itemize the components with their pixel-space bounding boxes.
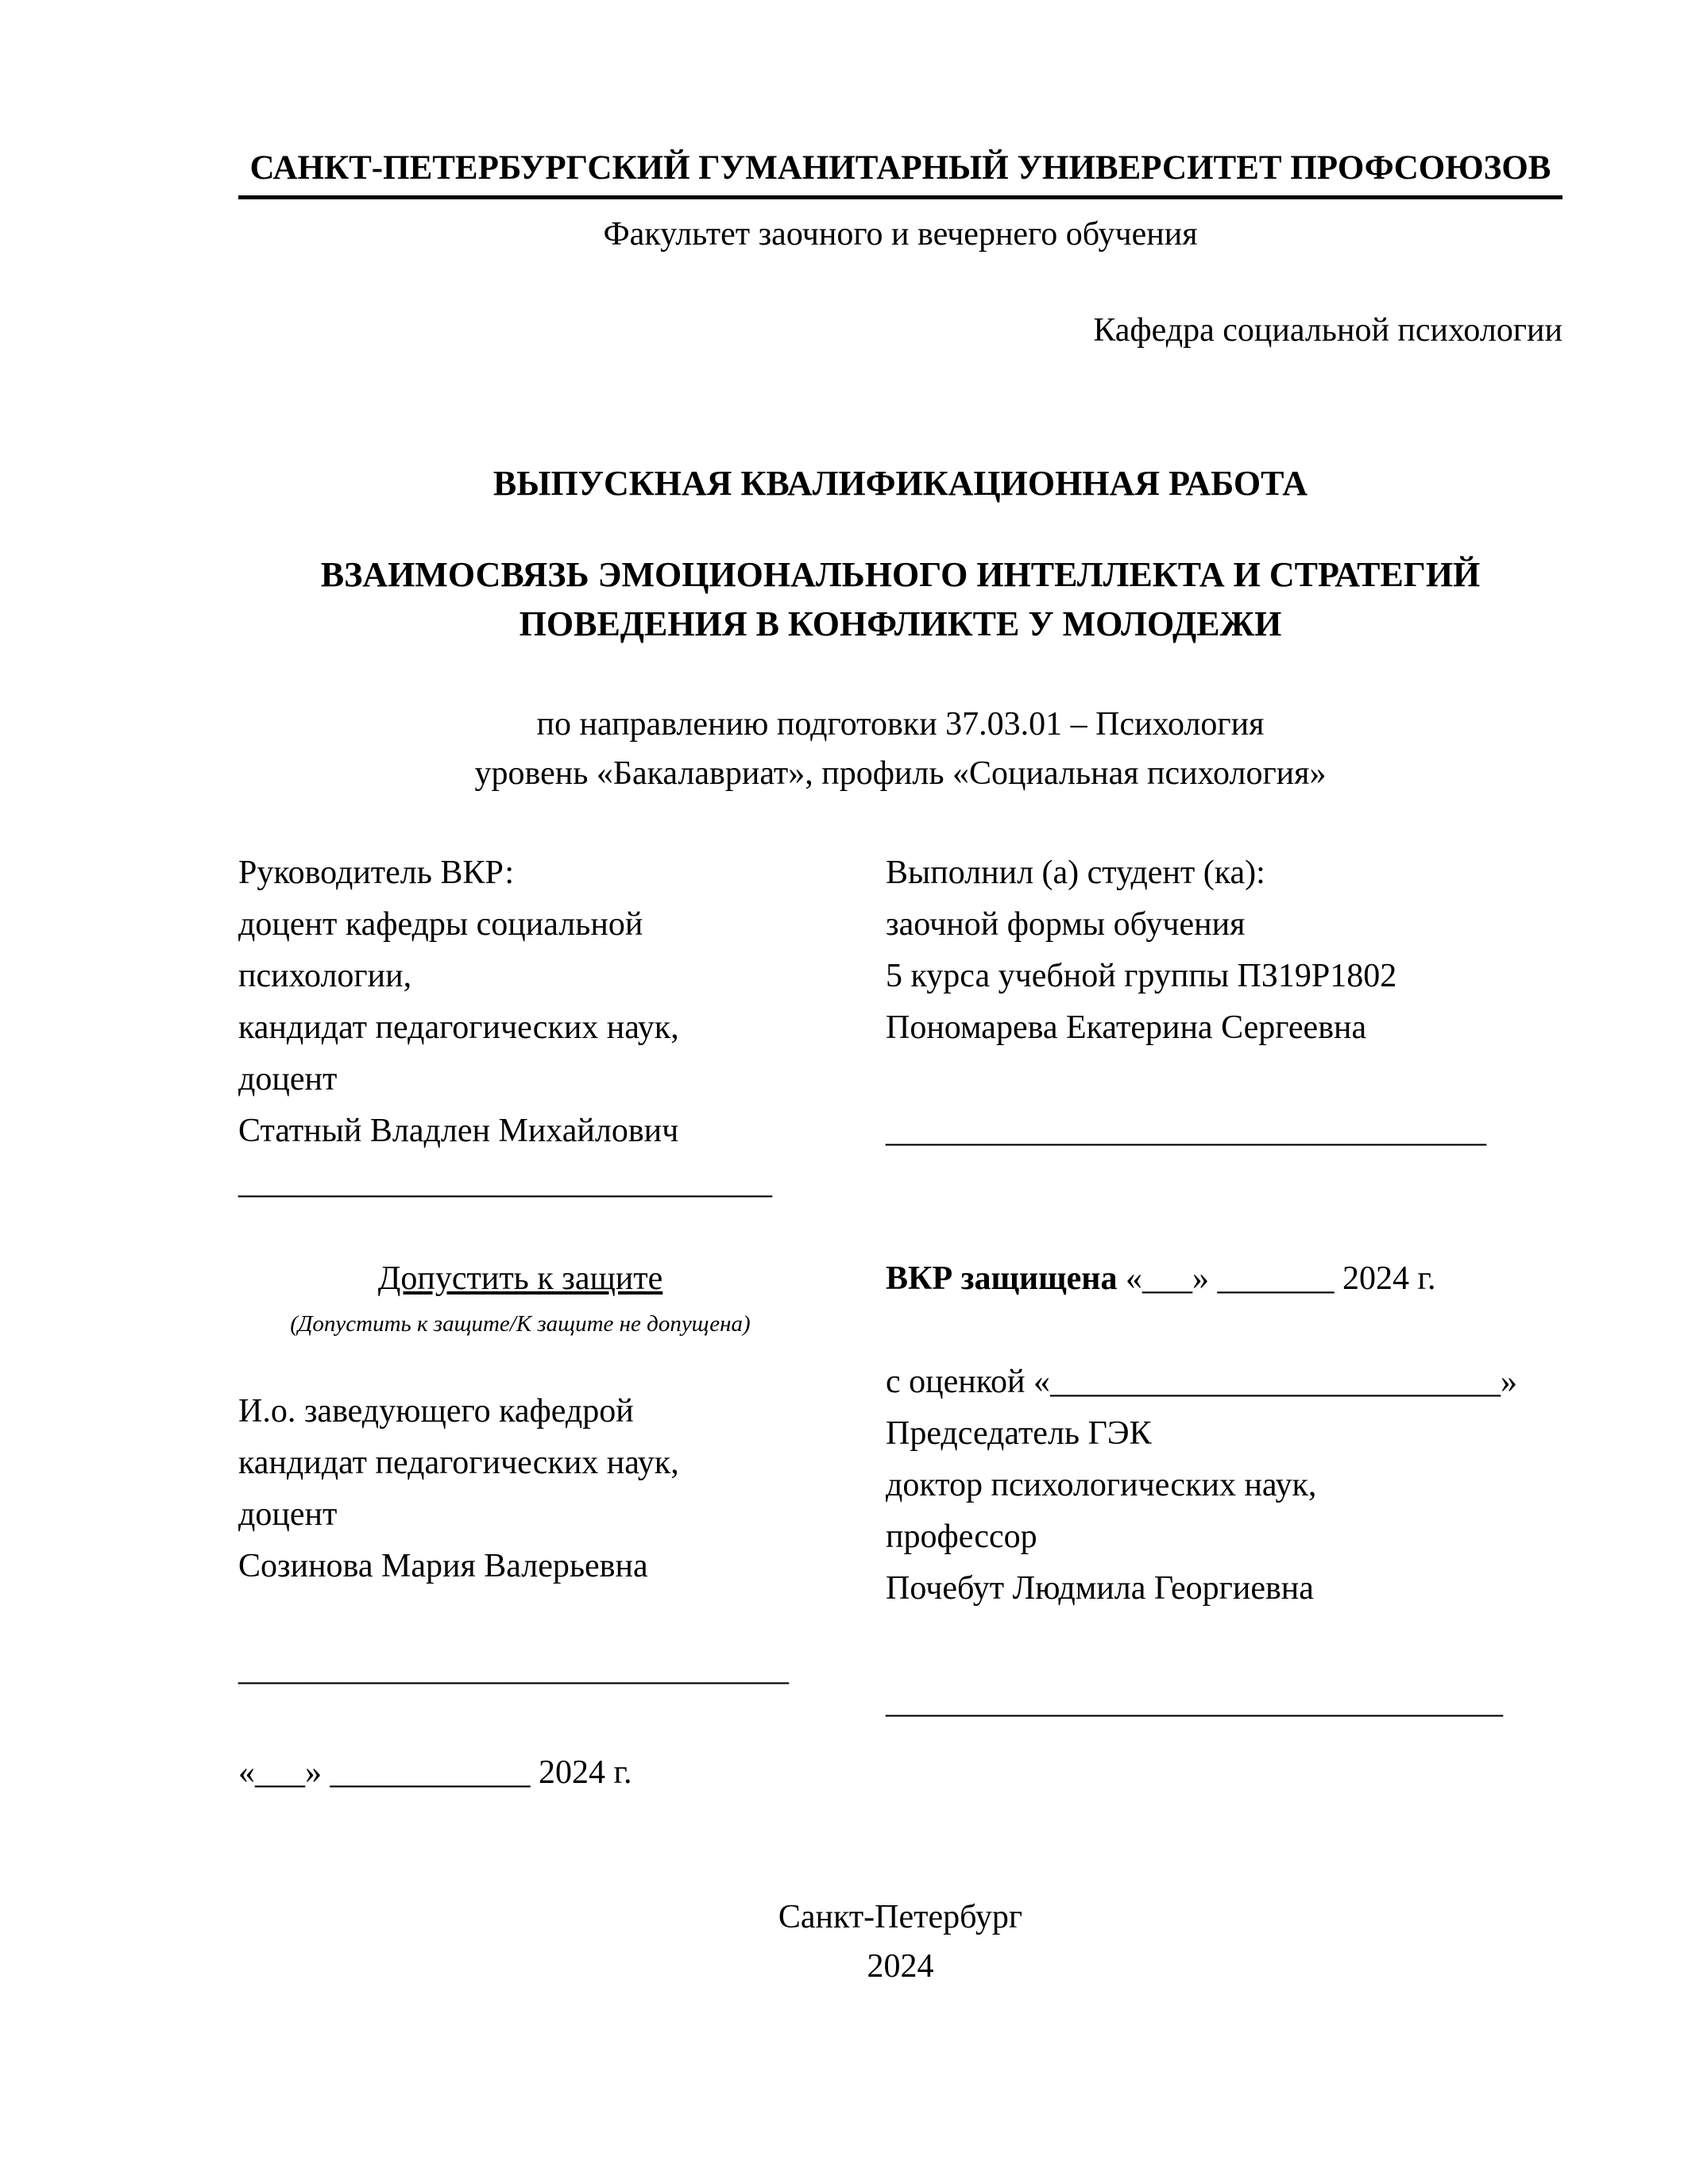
- department-line: Кафедра социальной психологии: [1093, 312, 1562, 349]
- student-block: [886, 847, 1562, 1157]
- supervisor-position-line2: психологии,: [238, 958, 412, 994]
- chair-degree-line: доктор психологических наук,: [886, 1467, 1317, 1503]
- thesis-title: [238, 550, 1562, 649]
- grade-line: с оценкой «___________________________»: [886, 1364, 1517, 1400]
- signatories-section: [238, 847, 1562, 1209]
- chair-title-line: профессор: [886, 1518, 1037, 1555]
- student-group-line: 5 курса учебной группы ПЗ19Р1802: [886, 958, 1397, 994]
- official-title-line: доцент: [238, 1496, 338, 1533]
- supervisor-block: [238, 847, 802, 1209]
- defense-status-rest: «___» _______ 2024 г.: [1117, 1260, 1436, 1297]
- footer: [238, 1893, 1562, 1991]
- student-signature-line: ____________________________________: [886, 1113, 1486, 1149]
- supervisor-label: Руководитель ВКР:: [238, 855, 515, 891]
- direction-line: по направлению подготовки 37.03.01 – Психология: [536, 706, 1265, 743]
- defense-status-line: [886, 1253, 1562, 1305]
- official-role-line: И.о. заведующего кафедрой: [238, 1393, 634, 1430]
- work-type-heading: ВЫПУСКНАЯ КВАЛИФИКАЦИОННАЯ РАБОТА: [492, 464, 1308, 503]
- document-header: [238, 148, 1562, 199]
- defense-block: [886, 1253, 1562, 1728]
- chair-name: Почебут Людмила Георгиевна: [886, 1570, 1314, 1607]
- supervisor-signature-line: ________________________________: [238, 1164, 772, 1201]
- student-name: Пономарева Екатерина Сергеевна: [886, 1009, 1367, 1046]
- defense-signature-line: _____________________________________: [886, 1684, 1503, 1720]
- faculty-line: Факультет заочного и вечернего обучения: [603, 216, 1198, 253]
- official-name: Созинова Мария Валерьевна: [238, 1548, 648, 1584]
- admission-heading: Допустить к защите: [377, 1260, 663, 1297]
- approval-section: [238, 1253, 1562, 1799]
- level-line: уровень «Бакалавриат», профиль «Социальная психология»: [474, 755, 1327, 792]
- supervisor-degree-line: кандидат педагогических наук,: [238, 1009, 679, 1046]
- supervisor-name: Статный Владлен Михайлович: [238, 1113, 679, 1149]
- chair-role-line: Председатель ГЭК: [886, 1415, 1152, 1452]
- admission-signature-line: _________________________________: [238, 1651, 789, 1688]
- supervisor-title-line: доцент: [238, 1061, 338, 1098]
- program-info: [238, 700, 1562, 798]
- official-degree-line: кандидат педагогических наук,: [238, 1445, 679, 1481]
- thesis-title-line1: ВЗАИМОСВЯЗЬ ЭМОЦИОНАЛЬНОГО ИНТЕЛЛЕКТА И СТРАТЕГИЙ: [320, 555, 1481, 594]
- footer-city: Санкт-Петербург: [778, 1899, 1023, 1935]
- defense-status-label: ВКР защищена: [886, 1260, 1118, 1297]
- admission-note: (Допустить к защите/К защите не допущена): [290, 1311, 751, 1337]
- supervisor-position-line1: доцент кафедры социальной: [238, 906, 643, 943]
- footer-year: 2024: [867, 1948, 934, 1985]
- student-form-line: заочной формы обучения: [886, 906, 1246, 943]
- admission-official: [238, 1386, 802, 1592]
- student-label: Выполнил (а) студент (ка):: [886, 855, 1265, 891]
- admission-block: [238, 1253, 802, 1799]
- thesis-title-line2: ПОВЕДЕНИЯ В КОНФЛИКТЕ У МОЛОДЕЖИ: [519, 604, 1282, 643]
- university-name: САНКТ-ПЕТЕРБУРГСКИЙ ГУМАНИТАРНЫЙ УНИВЕРСИТЕТ ПРОФСОЮЗОВ: [249, 149, 1551, 187]
- admission-date-line: «___» ____________ 2024 г.: [238, 1754, 632, 1791]
